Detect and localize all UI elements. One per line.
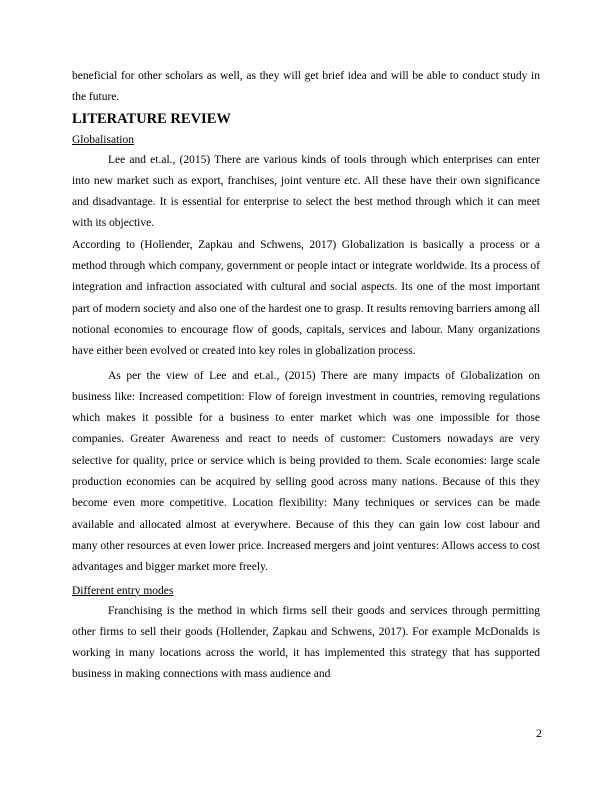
document-page [72, 66, 540, 686]
paragraph-entry-modes-1: Franchising is the method in which firms sell their goods and services through permitting other firms to sell their goods (Hollender, Zapkau and Schwens, 2017). For example McDonalds is working in many locations across the world, it has implemented this strategy that has supported business in making connections with mass audience and [72, 604, 540, 681]
paragraph-globalisation-3: As per the view of Lee and et.al., (2015) There are many impacts of Globalization on business like: Increased competition: Flow of foreign investment in countries, removing regulations which makes it possible for a business to enter market which was one impossible for those companies. Greater Awareness and react to needs of customer: Customers nowadays are very selective for quality, price or service which is being provided to them. Scale economies: large scale production economies can be acquired by selling good across many nations. Because of this they become even more competitive. Location flexibility: Many techniques or services can be made available and allocated almost at everywhere. Because of this they can gain low cost labour and many other resources at even lower price. Increased mergers and joint ventures: Allows access to cost advantages and bigger market more freely. [72, 369, 540, 574]
paragraph-globalisation-1: Lee and et.al., (2015) There are various kinds of tools through which enterprises can enter into new market such as export, franchises, joint venture etc. All these have their own significance and disadvantage. It is essential for enterprise to select the best method through which it can meet with its objective. [72, 153, 540, 230]
subsection-heading-globalisation: Globalisation [72, 133, 134, 146]
paragraph-globalisation-2: According to (Hollender, Zapkau and Schwens, 2017) Globalization is basically a process or a method through which company, government or people intact or integrate worldwide. Its a process of integration and infraction associated with cultural and social aspects. Its one of the most important part of modern society and also one of the hardest one to grasp. It results removing barriers among all notional economies to encourage flow of goods, capitals, services and labour. Many organizations have either been evolved or created into key roles in globalization process. [72, 238, 540, 358]
subsection-heading-entry-modes: Different entry modes [72, 584, 174, 597]
intro-paragraph: beneficial for other scholars as well, as they will get brief idea and will be able to conduct study in the future. [72, 70, 540, 104]
section-heading: LITERATURE REVIEW [72, 110, 231, 127]
page-number: 2 [536, 726, 542, 740]
